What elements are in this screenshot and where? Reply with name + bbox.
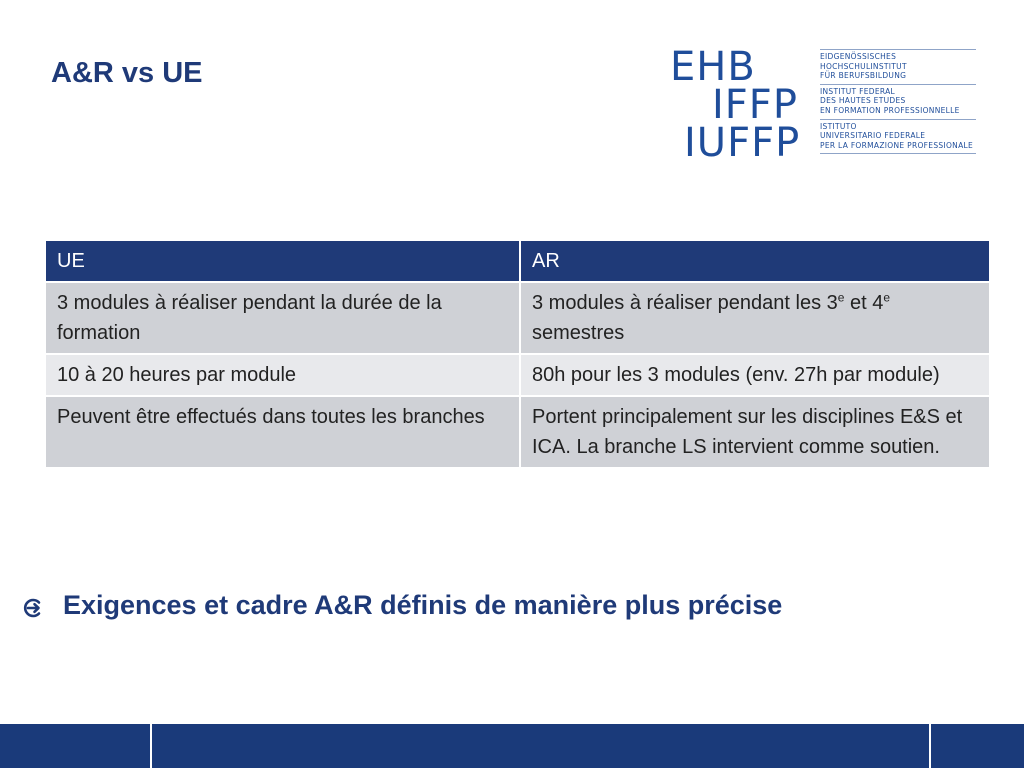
- logo-mark-line-iuffp: IUFFP: [684, 120, 801, 166]
- table-row: [45, 354, 990, 396]
- logo-block-german: [820, 49, 976, 84]
- table-cell-ue: 3 modules à réaliser pendant la durée de la formation: [45, 282, 520, 354]
- table-row: [45, 396, 990, 468]
- logo-text-line: FÜR BERUFSBILDUNG: [820, 71, 907, 81]
- logo-mark: [670, 45, 810, 165]
- table-cell-ue: 10 à 20 heures par module: [45, 354, 520, 396]
- logo-text-line: EIDGENÖSSISCHES: [820, 52, 897, 61]
- logo-text-line: DES HAUTES ETUDES: [820, 96, 906, 106]
- footer-divider: [929, 724, 931, 768]
- cell-text: et 4: [844, 292, 884, 314]
- table-cell-ar: 80h pour les 3 modules (env. 27h par module): [520, 354, 990, 396]
- column-header-ar: AR: [520, 240, 990, 282]
- logo-block-italian: [820, 119, 976, 155]
- page-title: A&R vs UE: [51, 57, 203, 89]
- institution-logo: [670, 45, 980, 165]
- table-cell-ar: Portent principalement sur les disciplines E&S et ICA. La branche LS intervient comme soutien.: [520, 396, 990, 468]
- table-cell-ar: [520, 282, 990, 354]
- logo-text-line: HOCHSCHULINSTITUT: [820, 61, 907, 71]
- superscript: e: [837, 290, 845, 305]
- logo-block-french: [820, 84, 976, 119]
- footer-bar: [0, 724, 1024, 768]
- logo-text: [820, 49, 976, 154]
- footer-divider: [150, 724, 152, 768]
- cell-text: 3 modules à réaliser pendant les 3: [532, 292, 838, 314]
- logo-mark-line-iffp: IFFP: [712, 82, 798, 128]
- table-cell-ue: Peuvent être effectués dans toutes les branches: [45, 396, 520, 468]
- logo-text-line: PER LA FORMAZIONE PROFESSIONALE: [820, 140, 974, 150]
- logo-mark-line-ehb: EHB: [670, 44, 756, 90]
- conclusion-text: Exigences et cadre A&R définis de manière plus précise: [63, 590, 783, 620]
- cell-text: semestres: [532, 322, 625, 344]
- logo-text-line: ISTITUTO: [820, 121, 857, 131]
- logo-text-line: INSTITUT FEDERAL: [820, 86, 895, 96]
- circled-arrow-icon: [22, 595, 44, 617]
- table-header-row: [45, 240, 990, 282]
- logo-text-line: EN FORMATION PROFESSIONNELLE: [820, 105, 960, 115]
- column-header-ue: UE: [45, 240, 520, 282]
- superscript: e: [883, 290, 891, 305]
- table-row: [45, 282, 990, 354]
- comparison-table: [44, 239, 991, 469]
- conclusion-bullet: [22, 590, 782, 621]
- logo-text-line: UNIVERSITARIO FEDERALE: [820, 131, 926, 141]
